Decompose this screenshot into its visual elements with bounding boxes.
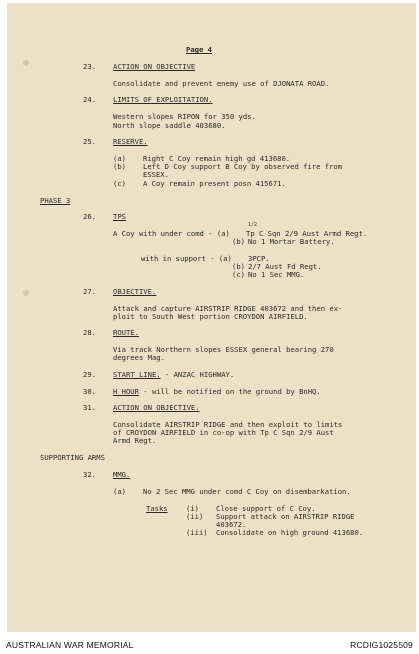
para-line: Consolidate and prevent enemy use of DJONATA ROAD. xyxy=(113,79,330,88)
para-line: Western slopes RIPON for 350 yds. xyxy=(113,112,256,121)
para-heading-rest: - will be notified on the ground by BnHQ. xyxy=(138,387,321,396)
footer-credit: AUSTRALIAN WAR MEMORIAL xyxy=(6,640,134,650)
tps-text: No 1 Mortar Battery. xyxy=(248,237,335,246)
tps-text: Tp C Sqn 2/9 Aust Armd Regt. xyxy=(246,229,368,238)
para-line: of CROYDON AIRFIELD in co-op with Tp C Sqn 2/9 Aust xyxy=(113,428,334,437)
para-heading: RESERVE. xyxy=(113,137,148,146)
handwritten-annotation: 1/2 xyxy=(248,222,258,228)
tps-text: 2/7 Aust Fd Regt. xyxy=(248,262,322,271)
task-text: Support attack on AIRSTRIP RIDGE xyxy=(216,512,355,521)
phase-label: PHASE 3 xyxy=(40,196,71,205)
sub-text: No 2 Sec MMG under comd C Coy on disembarkation. xyxy=(143,487,351,496)
para-heading-line xyxy=(113,371,234,379)
para-heading: TPS xyxy=(113,212,126,221)
tps-text: 3PCP. xyxy=(248,254,270,263)
para-line: Via track Northern slopes ESSEX general bearing 270 xyxy=(113,345,334,354)
tps-command-lead: A Coy with under comd - (a) xyxy=(113,229,230,238)
task-mark: (ii) xyxy=(186,512,204,521)
para-heading: LIMITS OF EXPLOITATION. xyxy=(113,95,213,104)
tps-support-lead: with in support - (a) xyxy=(141,254,232,263)
task-text: Close support of C Coy. xyxy=(216,504,316,513)
para-heading: H HOUR xyxy=(113,387,139,396)
task-mark: (iii) xyxy=(186,528,208,537)
tps-mark: (b) xyxy=(232,262,245,271)
para-line: North slope saddle 403680. xyxy=(113,121,226,130)
para-line: Armd Regt. xyxy=(113,436,157,445)
para-number: 23. xyxy=(83,62,96,71)
para-line: Attack and capture AIRSTRIP RIDGE 403672 and then ex- xyxy=(113,304,343,313)
para-line: Consolidate AIRSTRIP RIDGE and then exploit to limits xyxy=(113,420,343,429)
sub-mark: (b) xyxy=(113,162,126,171)
para-line: degrees Mag. xyxy=(113,353,165,362)
para-number: 31. xyxy=(83,403,96,412)
sub-text: Left D Coy support B Coy by observed fire from xyxy=(143,162,343,171)
para-number: 28. xyxy=(83,328,96,337)
section-label: SUPPORTING ARMS xyxy=(40,453,105,462)
para-heading: START LINE. xyxy=(113,370,161,379)
para-heading-line xyxy=(113,388,321,396)
sub-text: ESSEX. xyxy=(143,170,169,179)
tasks-label: Tasks xyxy=(146,504,168,513)
sub-mark: (c) xyxy=(113,179,126,188)
footer-record-id: RCDIG1025509 xyxy=(350,640,413,650)
para-heading: OBJECTIVE. xyxy=(113,287,157,296)
para-number: 26. xyxy=(83,212,96,221)
task-text: 403672. xyxy=(216,520,247,529)
para-number: 32. xyxy=(83,470,96,479)
para-number: 24. xyxy=(83,95,96,104)
para-heading-rest: - ANZAC HIGHWAY. xyxy=(160,370,235,379)
tps-mark: (c) xyxy=(232,270,245,279)
sub-text: Right C Coy remain high gd 413680. xyxy=(143,154,291,163)
sub-mark: (a) xyxy=(113,154,126,163)
para-number: 29. xyxy=(83,370,96,379)
para-heading: MMG. xyxy=(113,470,131,479)
para-number: 30. xyxy=(83,387,96,396)
sub-mark: (a) xyxy=(113,487,126,496)
task-mark: (i) xyxy=(186,504,199,513)
tps-mark: (b) xyxy=(232,237,245,246)
punch-hole xyxy=(23,290,29,296)
punch-hole xyxy=(23,60,29,66)
task-text: Consolidate on high ground 413680. xyxy=(216,528,364,537)
para-number: 25. xyxy=(83,137,96,146)
para-heading: ACTION ON OBJECTIVE xyxy=(113,62,196,71)
para-heading: ACTION ON OBJECTIVE. xyxy=(113,403,200,412)
sub-text: A Coy remain present posn 415671. xyxy=(143,179,286,188)
para-line: ploit to South West portion CROYDON AIRFIELD. xyxy=(113,312,308,321)
page-label: Page 4 xyxy=(186,45,212,54)
para-heading: ROUTE. xyxy=(113,328,139,337)
tps-text: No 1 Sec MMG. xyxy=(248,270,305,279)
para-number: 27. xyxy=(83,287,96,296)
